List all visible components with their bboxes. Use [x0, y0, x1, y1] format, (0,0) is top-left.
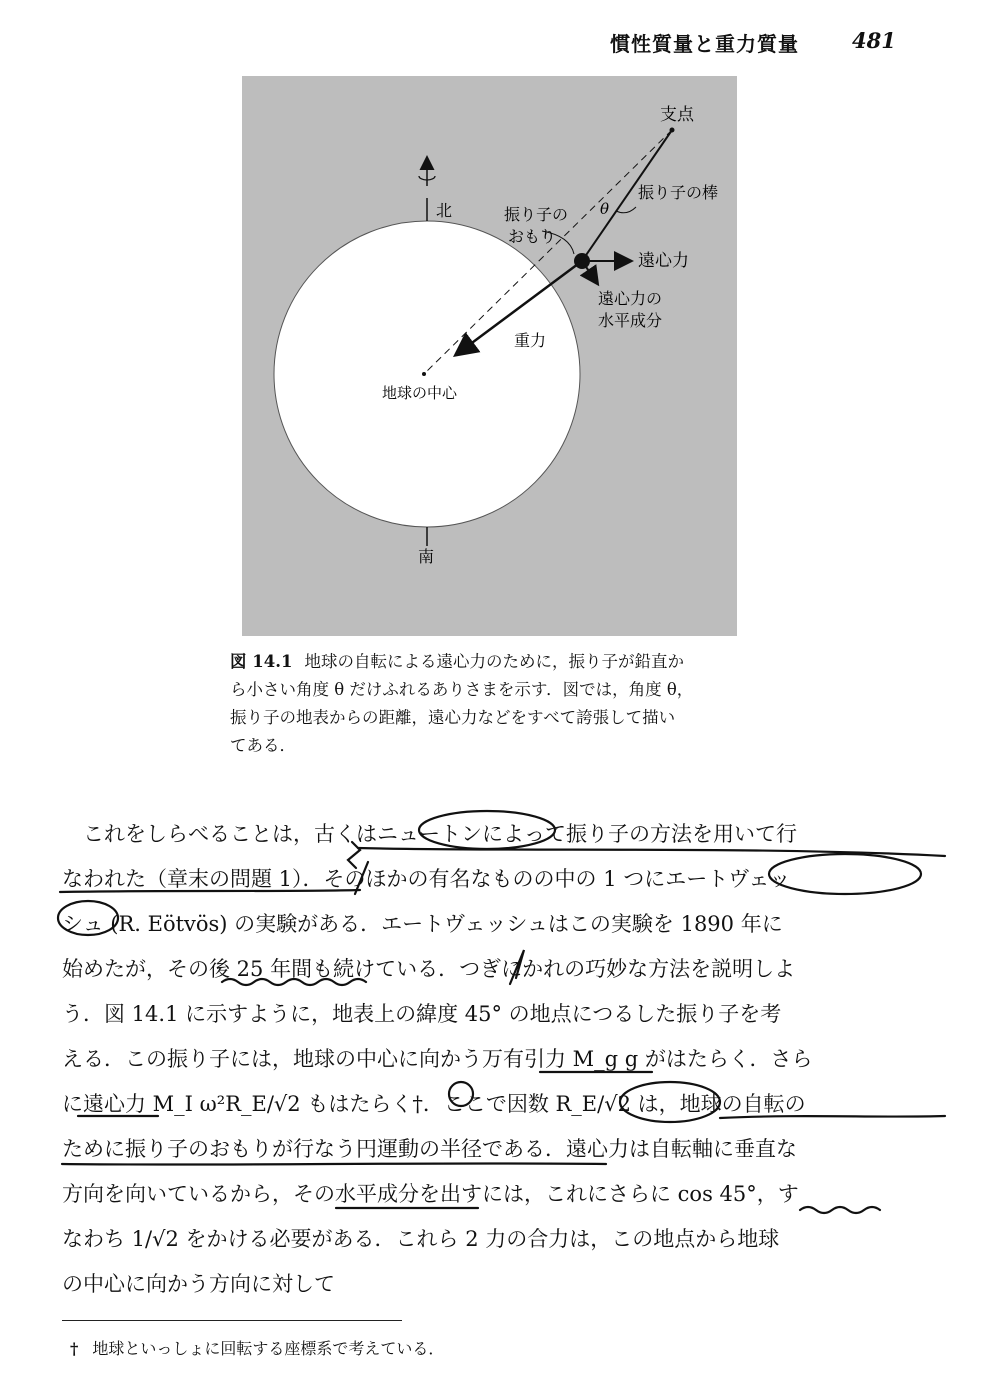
pivot-dot: [670, 128, 675, 133]
body-line: ために振り子のおもりが行なう円運動の半径である．遠心力は自転軸に垂直な: [62, 1137, 797, 1161]
caption-line-3: 振り子の地表からの距離，遠心力などをすべて誇張して描い: [230, 708, 676, 727]
body-line: う．図 14.1 に示すように，地表上の緯度 45° の地点につるした振り子を考: [62, 1002, 782, 1026]
body-line: の中心に向かう方向に対して: [62, 1272, 335, 1296]
caption-line-2: ら小さい角度 θ だけふれるありさまを示す．図では，角度 θ，: [230, 680, 694, 699]
body-line: 始めたが，その後 25 年間も続けている．つぎにかれの巧妙な方法を説明しよ: [62, 957, 796, 981]
body-line: なわれた（章末の問題 1）．そのほかの有名なものの中の 1 つにエートヴェッ: [62, 867, 791, 891]
label-bob-1: 振り子の: [504, 205, 569, 224]
footnote-text: 地球といっしょに回転する座標系で考えている．: [92, 1339, 445, 1358]
caption-line-4: てある．: [230, 736, 296, 755]
label-pivot: 支点: [660, 105, 694, 125]
page-number: 481: [852, 28, 896, 53]
figure-14-1: [242, 76, 737, 636]
body-line: これをしらべることは，古くはニュートンによって振り子の方法を用いて行: [62, 822, 797, 846]
label-bob-2: おもり: [508, 227, 557, 246]
label-horizontal-1: 遠心力の: [598, 289, 663, 308]
label-theta: θ: [600, 200, 610, 218]
label-horizontal-2: 水平成分: [598, 311, 663, 330]
caption-line-1: 地球の自転による遠心力のために，振り子が鉛直か: [304, 652, 684, 671]
body-line: に遠心力 M_I ω²R_E/√2 もはたらく†．ここで因数 R_E/√2 は，地球の自転の: [62, 1092, 806, 1116]
body-line: シュ (R. Eötvös) の実験がある．エートヴェッシュはこの実験を 1890 年に: [62, 912, 783, 936]
center-dot: [422, 372, 426, 376]
caption-label: 図 14.1: [230, 652, 293, 671]
running-title: 慣性質量と重力質量: [610, 32, 799, 56]
body-line: える．この振り子には，地球の中心に向かう万有引力 M_g g がはたらく．さら: [62, 1047, 813, 1071]
footnote-rule: [62, 1320, 402, 1321]
label-south: 南: [418, 547, 435, 566]
figure-diagram: [242, 76, 737, 636]
label-north: 北: [436, 201, 453, 220]
label-gravity: 重力: [514, 331, 547, 350]
earth-circle: [274, 221, 580, 527]
footnote-mark: †: [70, 1339, 79, 1358]
figure-caption: [230, 648, 765, 760]
label-center: 地球の中心: [382, 384, 458, 402]
label-centrifugal: 遠心力: [638, 251, 689, 271]
body-line: 方向を向いているから，その水平成分を出すには，これにさらに cos 45°，す: [62, 1182, 799, 1206]
body-line: なわち 1/√2 をかける必要がある．これら 2 力の合力は，この地点から地球: [62, 1227, 780, 1251]
page-header: [610, 28, 910, 56]
footnote: [70, 1336, 444, 1359]
label-rod: 振り子の棒: [638, 183, 719, 202]
body-paragraph: [62, 812, 922, 1307]
